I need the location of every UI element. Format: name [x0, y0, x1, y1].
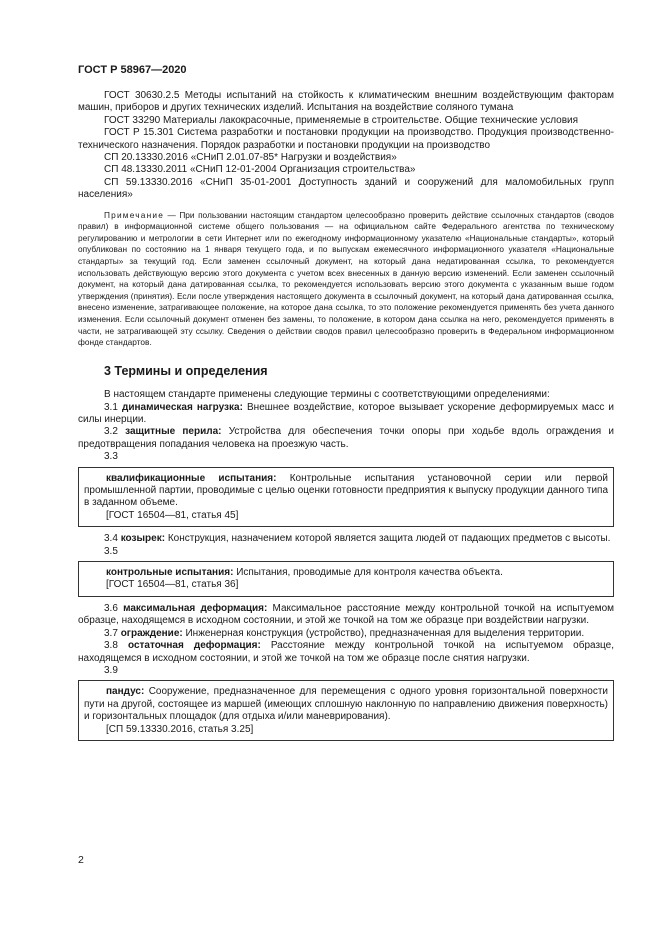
page-body	[78, 90, 614, 747]
reference-item: ГОСТ Р 15.301 Система разработки и постановки продукции на производство. Продукция производственно-технического назначения. Порядок разработки и постановки продукции на производство	[78, 127, 614, 151]
term-box	[78, 561, 614, 597]
term-entry	[84, 473, 608, 510]
term-number: 3.8	[104, 640, 118, 652]
term-entry	[78, 628, 614, 640]
term-definition: Испытания, проводимые для контроля качества объекта.	[233, 567, 503, 579]
term-entry	[78, 533, 614, 545]
term-name: контрольные испытания:	[106, 567, 234, 579]
term-box	[78, 680, 614, 741]
term-number: 3.7	[104, 627, 118, 639]
term-name: максимальная деформация:	[123, 602, 268, 614]
term-number: 3.5	[104, 545, 118, 557]
term-name: остаточная деформация:	[127, 640, 261, 652]
reference-item: ГОСТ 33290 Материалы лакокрасочные, применяемые в строительстве. Общие технические условия	[104, 114, 579, 126]
term-source: [ГОСТ 16504—81, статья 45]	[106, 509, 239, 521]
term-number: 3.1	[104, 401, 118, 413]
term-definition: Сооружение, предназначенное для перемещения с одного уровня горизонтальной поверхности пути на другой, состоящее из маршей (имеющих сплошную наклонную по направлению движения поверхность) и горизонтальных площадок (для отдыха и/или маневрирования).	[84, 686, 608, 723]
term-number: 3.4	[104, 533, 118, 545]
document-header: ГОСТ Р 58967—2020	[78, 64, 187, 76]
term-entry	[78, 402, 614, 427]
note-text: — При пользовании настоящим стандартом целесообразно проверить действие ссылочных стандартов (сводов правил) в информационной системе общего пользования — на официальном сайте Федерального агентства по техническому регулированию и метрологии в сети Интернет или по ежегодному информационному указателю «Национальные стандарты», который опубликован по состоянию на 1 января текущего года, и по выпускам ежемесячного информационного указателя «Национальные стандарты» за текущий год. Если заменен ссылочный документ, на который дана недатированная ссылка, то рекомендуется использовать действующую версию этого документа с учетом всех внесенных в данную версию изменений. Если заменен ссылочный документ, на который дана датированная ссылка, то рекомендуется использовать версию этого документа с указанным выше годом утверждения (принятия). Если после утверждения настоящего документа в ссылочный документ, на который дана датированная ссылка, внесено изменение, затрагивающее положение, на которое дана ссылка, то это положение рекомендуется применять без учета данного изменения. Если ссылочный документ отменен без замены, то положение, в котором дана ссылка на него, рекомендуется применять в части, не затрагивающей эту ссылку. Сведения о действии сводов правил целесообразно проверить в Федеральном информационном фонде стандартов.	[78, 209, 614, 348]
term-name: защитные перила:	[125, 426, 222, 438]
section-title: 3 Термины и определения	[104, 363, 268, 378]
term-definition: Расстояние между контрольной точкой на испытуемом образце, находящемся в исходном состоянии, и этой же точкой на том же образце после снятия нагрузки.	[78, 640, 615, 664]
term-number: 3.3	[104, 451, 118, 463]
term-box	[78, 467, 614, 528]
term-entry	[84, 567, 608, 579]
reference-item: СП 59.13330.2016 «СНиП 35-01-2001 Доступность зданий и сооружений для маломобильных групп населения»	[78, 176, 614, 201]
term-number: 3.9	[104, 664, 118, 676]
term-source: [ГОСТ 16504—81, статья 36]	[106, 579, 239, 591]
term-entry	[78, 640, 614, 665]
section-intro: В настоящем стандарте применены следующие термины с соответствующими определениями:	[104, 389, 550, 401]
term-number: 3.2	[104, 426, 118, 438]
term-definition: Контрольные испытания установочной серии или первой промышленной партии, проводимые с целью оценки готовности предприятия к выпуску продукции данного типа в заданном объеме.	[84, 472, 609, 509]
term-number: 3.6	[104, 602, 118, 614]
term-definition: Конструкция, назначением которой является защита людей от падающих предметов с высоты.	[165, 533, 611, 545]
term-name: динамическая нагрузка:	[121, 401, 243, 413]
reference-item: ГОСТ 30630.2.5 Методы испытаний на стойкость к климатическим внешним воздействующим факторам машин, приборов и других технических изделий. Испытания на воздействие соляного тумана	[78, 90, 614, 114]
term-name: ограждение:	[120, 627, 183, 639]
reference-item: СП 48.13330.2011 «СНиП 12-01-2004 Организация строительства»	[104, 164, 416, 176]
term-entry	[84, 686, 608, 723]
term-entry	[78, 426, 614, 451]
term-name: козырек:	[120, 533, 166, 545]
note-label: Примечание	[104, 209, 165, 220]
note-paragraph	[78, 210, 614, 349]
term-source: [СП 59.13330.2016, статья 3.25]	[106, 723, 254, 735]
term-entry	[78, 603, 614, 628]
term-definition: Инженерная конструкция (устройство), предназначенная для выделения территории.	[182, 627, 585, 639]
term-definition: Максимальное расстояние между контрольной точкой на испытуемом образце, находящемся в исходном состоянии, и этой же точкой на том же образце при воздействии нагрузки.	[78, 602, 615, 627]
term-name: пандус:	[106, 686, 145, 698]
term-definition: Внешнее воздействие, которое вызывает ускорение деформируемых масс и силы инерции.	[78, 401, 614, 425]
reference-item: СП 20.13330.2016 «СНиП 2.01.07-85* Нагрузки и воздействия»	[104, 152, 397, 164]
term-name: квалификационные испытания:	[106, 472, 277, 484]
page-number: 2	[78, 854, 84, 866]
term-definition: Устройства для обеспечения точки опоры при ходьбе вдоль ограждения и предотвращения попадания человека на проезжую часть.	[78, 426, 615, 450]
